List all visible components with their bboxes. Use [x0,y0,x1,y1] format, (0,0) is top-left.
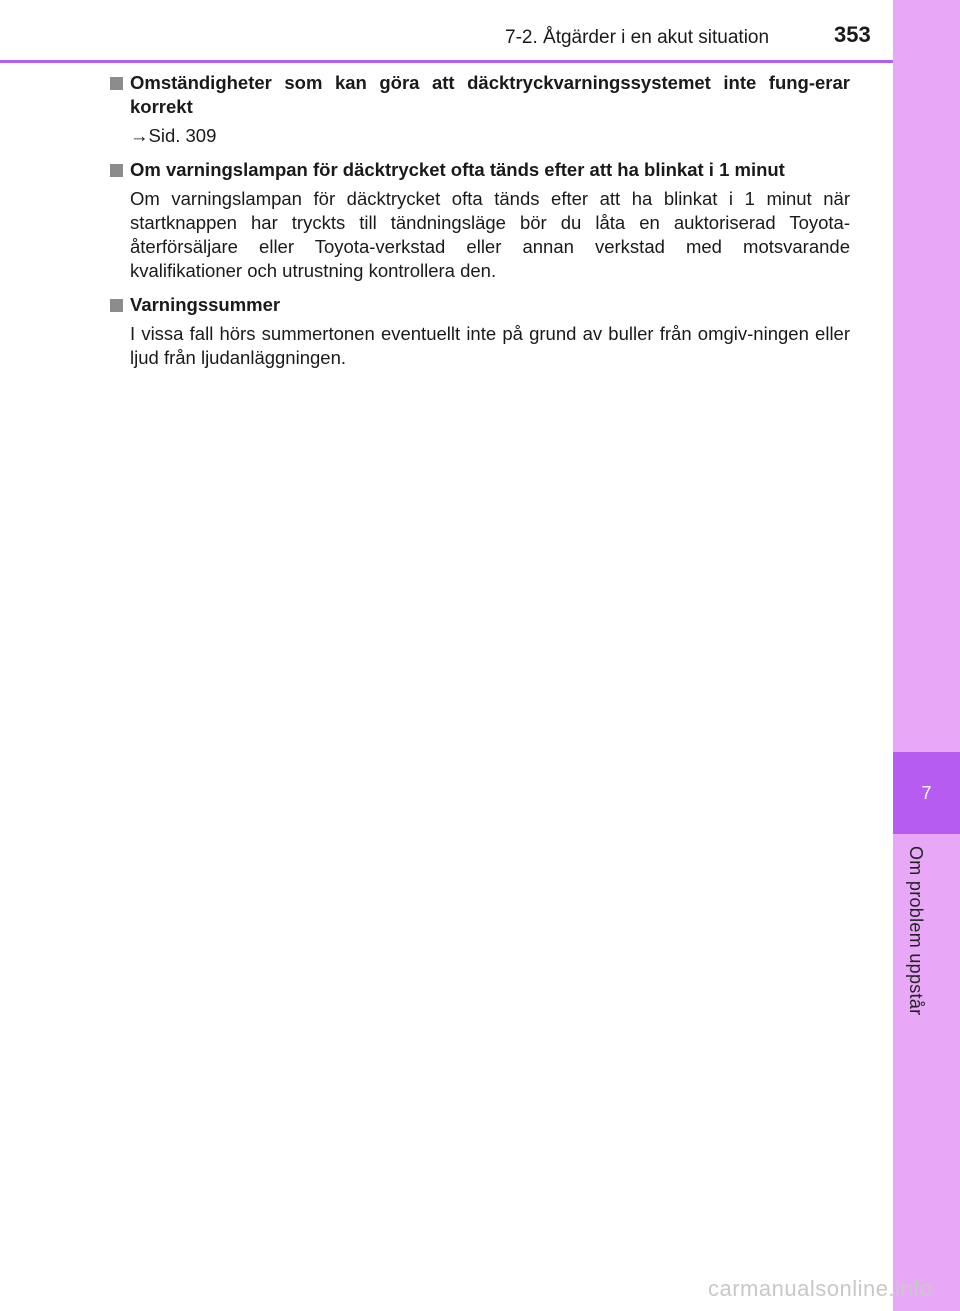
reference-link[interactable]: Sid. 309 [148,125,217,146]
arrow-icon: → [130,125,149,146]
watermark: carmanualsonline.info [708,1276,933,1301]
page-number: 353 [834,22,871,47]
heading-text: Varningssummer [130,294,281,315]
chapter-number: 7 [893,752,960,834]
heading-text: Omständigheter som kan göra att däcktryckvarningssystemet inte fung-erar korrekt [130,72,850,117]
body-text: Om varningslampan för däcktrycket ofta tänds efter att ha blinkat i 1 minut när startknappen har tryckts till tändningsläge bör du låta en auktoriserad Toyota-återförsäljare eller Toyota-verkstad eller annan verkstad med motsvarande kvalifikationer och utrustning kontrollera den. [130,188,850,281]
page-content [110,71,850,380]
body-text: I vissa fall hörs summertonen eventuellt inte på grund av buller från omgiv-ningen eller ljud från ljudanläggningen. [130,323,850,368]
section-title: 7-2. Åtgärder i en akut situation [505,27,770,48]
square-bullet-icon [110,164,123,177]
square-bullet-icon [110,77,123,90]
page-reference [130,124,850,148]
section-heading [110,293,850,317]
square-bullet-icon [110,299,123,312]
header-rule [0,60,893,63]
section-heading [110,71,850,119]
section-warning-buzzer [110,293,850,370]
section-tire-pressure-conditions [110,71,850,148]
section-heading [110,158,850,182]
heading-text: Om varningslampan för däcktrycket ofta tänds efter att ha blinkat i 1 minut [130,159,785,180]
chapter-title: Om problem uppstår [906,846,926,1016]
section-warning-light [110,158,850,283]
side-tab [893,0,960,1311]
